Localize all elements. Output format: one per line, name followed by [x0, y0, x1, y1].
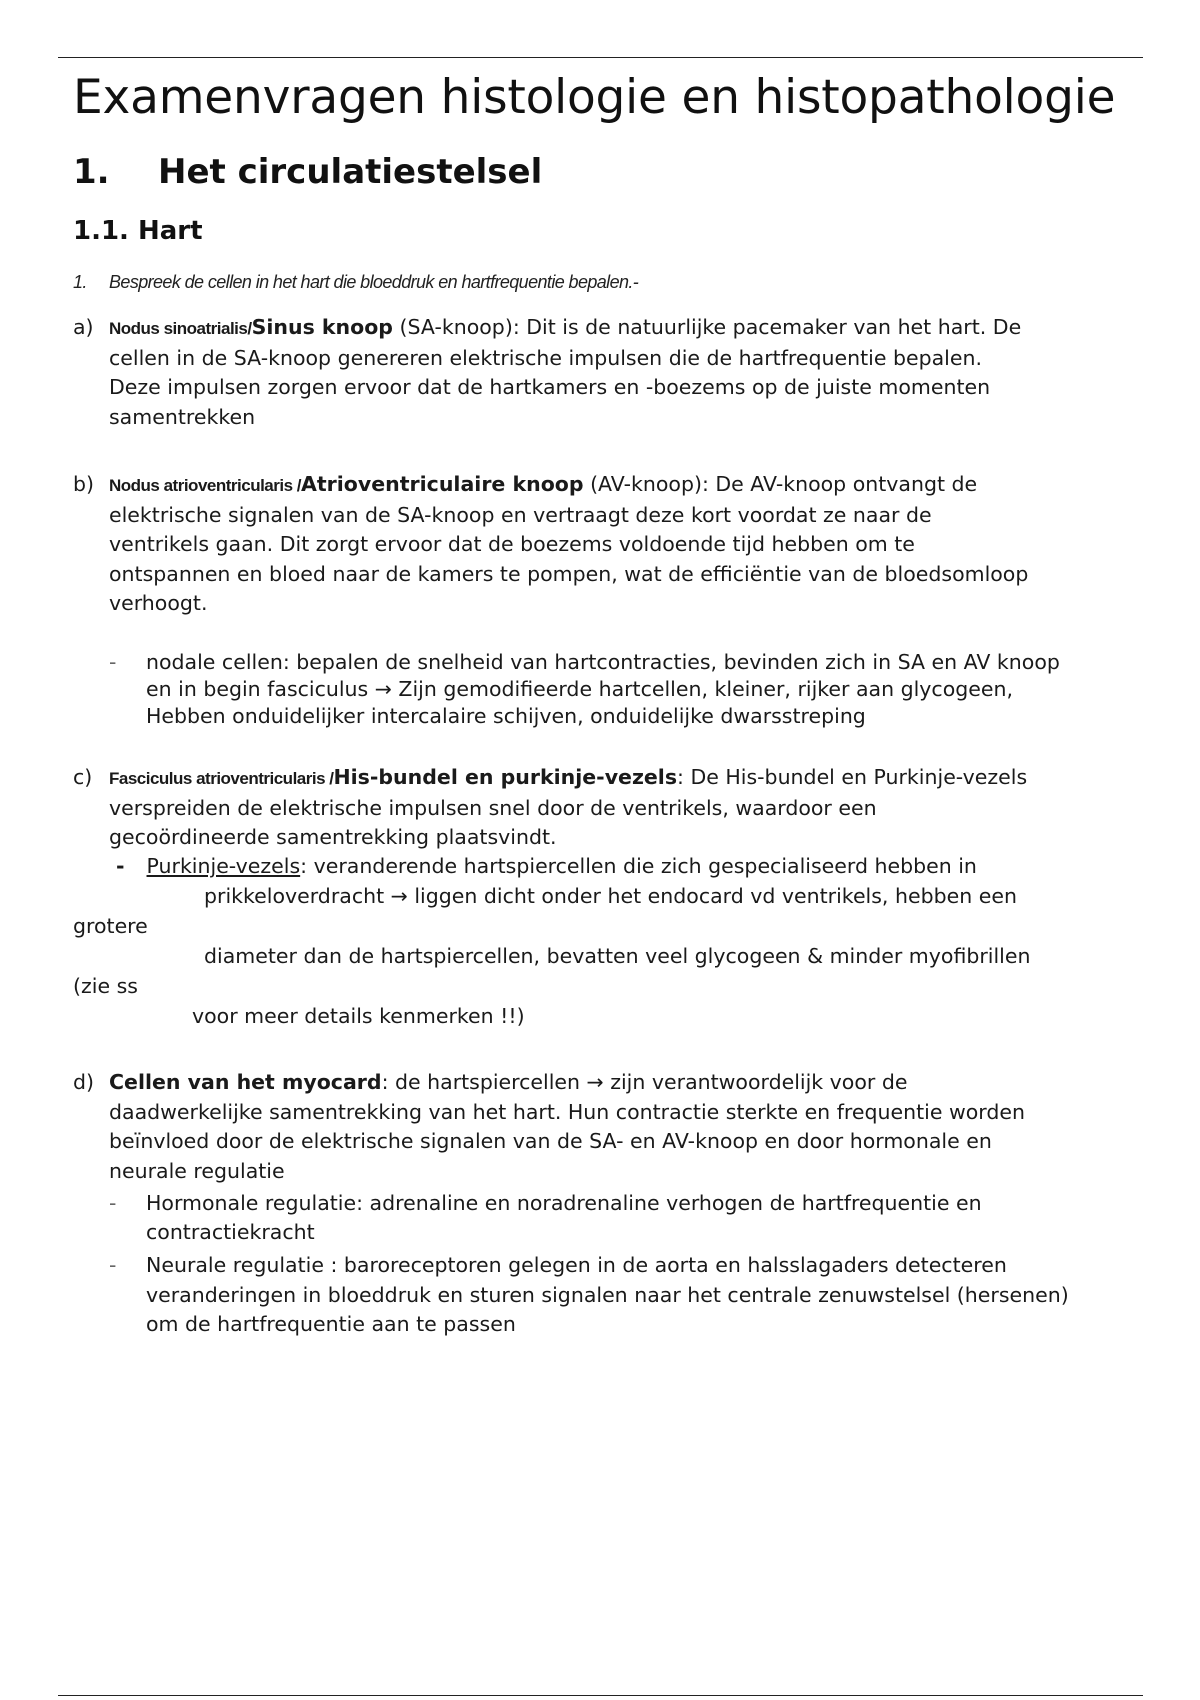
item-d: [73, 1068, 1038, 1186]
section-heading: [73, 216, 203, 246]
item-a: [73, 313, 1038, 432]
item-b-text: (AV-knoop): De AV-knoop ontvangt de elektrische signalen van de SA-knoop en vertraagt deze kort voordat ze naar de ventrikels gaan. Dit zorgt ervoor dat de boezems voldoende tijd hebben om te ontspannen en bloed naar de kamers te pompen, wat de efficiëntie van de bloedsomloop verhoogt.: [109, 472, 1029, 615]
item-c-sub-line4: diameter dan de hartspiercellen, bevatten veel glycogeen & minder myofibrillen: [204, 944, 1031, 968]
item-c-sub-line5: (zie ss: [73, 974, 138, 998]
item-c: [73, 763, 1038, 853]
item-b-latin: Nodus atrioventricularis /: [109, 476, 301, 495]
item-c-term: His-bundel en purkinje-vezels: [333, 765, 678, 789]
exam-question: [73, 272, 638, 293]
question-text: Bespreek de cellen in het hart die bloeddruk en hartfrequentie bepalen.-: [109, 272, 639, 292]
chapter-number: 1.: [73, 152, 110, 192]
item-a-text: (SA-knoop): Dit is de natuurlijke pacemaker van het hart. De cellen in de SA-knoop genereren elektrische impulsen die de hartfrequentie bepalen. Deze impulsen zorgen ervoor dat de hartkamers en -boezems op de juiste momenten samentrekken: [109, 315, 1022, 429]
item-c-sub-dash: -: [116, 854, 125, 878]
item-d-text: : de hartspiercellen → zijn verantwoordelijk voor de daadwerkelijke samentrekking van het hart. Hun contractie sterkte en frequentie worden beïnvloed door de elektrische signalen van de SA- en AV-knoop en door hormonale en neurale regulatie: [109, 1070, 1025, 1183]
item-d-sub-2-dash: -: [109, 1253, 117, 1277]
chapter-heading: [73, 152, 542, 192]
question-number: 1.: [73, 272, 87, 292]
item-c-sub-line1: [116, 854, 977, 878]
chapter-title: Het circulatiestelsel: [158, 152, 543, 192]
item-b-sub: [109, 649, 1074, 730]
item-a-marker: a): [73, 315, 94, 339]
item-b-marker: b): [73, 472, 95, 496]
item-b: [73, 470, 1038, 619]
purkinje-term: Purkinje-vezels: [146, 854, 301, 878]
item-a-latin: Nodus sinoatrialis/: [109, 319, 252, 338]
item-d-term: Cellen van het myocard: [109, 1070, 382, 1094]
item-b-sub-text: nodale cellen: bepalen de snelheid van hartcontracties, bevinden zich in SA en AV knoop en in begin fasciculus → Zijn gemodifieerde hartcellen, kleiner, rijker aan glycogeen, Hebben onduidelijker intercalaire schijven, onduidelijke dwarsstreping: [146, 650, 1060, 728]
item-b-term: Atrioventriculaire knoop: [301, 472, 584, 496]
item-d-sub-1-dash: -: [109, 1191, 117, 1215]
item-c-latin: Fasciculus atrioventricularis /: [109, 769, 334, 788]
item-c-text: : De His-bundel en Purkinje-vezels verspreiden de elektrische impulsen snel door de ventrikels, waardoor een gecoördineerde samentrekking plaatsvindt.: [109, 765, 1028, 849]
item-c-sub-line2: prikkeloverdracht → liggen dicht onder het endocard vd ventrikels, hebben een: [204, 884, 1017, 908]
document-title: Examenvragen histologie en histopathologie: [73, 70, 1116, 125]
item-d-sub-1-text: Hormonale regulatie: adrenaline en noradrenaline verhogen de hartfrequentie en contractiekracht: [146, 1191, 982, 1244]
item-d-sub-2-text: Neurale regulatie : baroreceptoren gelegen in de aorta en halsslagaders detecteren veranderingen in bloeddruk en sturen signalen naar het centrale zenuwstelsel (hersenen) om de hartfrequentie aan te passen: [146, 1253, 1069, 1336]
item-c-sub-line3: grotere: [73, 914, 148, 938]
top-rule: [58, 57, 1143, 58]
item-d-marker: d): [73, 1070, 95, 1094]
item-c-marker: c): [73, 765, 93, 789]
item-c-sub-line6: voor meer details kenmerken !!): [192, 1004, 525, 1028]
item-c-sub-line1-text: : veranderende hartspiercellen die zich gespecialiseerd hebben in: [300, 854, 977, 878]
item-b-sub-dash: -: [109, 650, 117, 674]
section-title: Hart: [138, 216, 203, 246]
item-a-term: Sinus knoop: [251, 315, 393, 339]
section-number: 1.1.: [73, 216, 129, 246]
item-d-sub-2: [109, 1251, 1074, 1340]
item-d-sub-1: [109, 1189, 1074, 1247]
bottom-rule: [58, 1695, 1143, 1696]
